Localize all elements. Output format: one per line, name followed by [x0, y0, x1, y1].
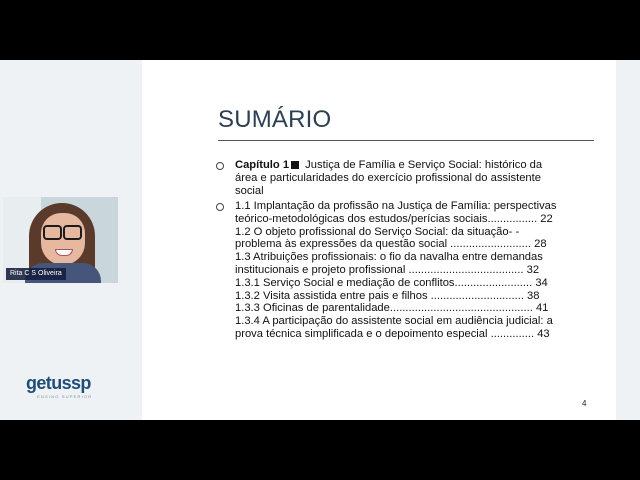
bullet-circle-icon [216, 203, 224, 211]
toc-line: 1.1 Implantação da profissão na Justiça de Família: perspectivas [235, 200, 557, 212]
chapter-title-line: Justiça de Família e Serviço Social: histórico da [302, 159, 543, 171]
toc-line: institucionais e projeto profissional ..................................... 32 [235, 263, 540, 276]
toc-line: 1.2 O objeto profissional do Serviço Social: da situação- - [235, 225, 520, 238]
toc-line: 1.3.4 A participação do assistente social em audiência judicial: a [235, 315, 553, 328]
getussp-logo: getussp [26, 373, 91, 393]
chapter-line [235, 159, 581, 172]
square-bullet-icon [291, 161, 299, 169]
toc-line: 1.3.3 Oficinas de parentalidade.............................................. 41 [235, 302, 549, 315]
logo-tagline: ENSINO SUPERIOR [37, 394, 93, 399]
title-divider [218, 140, 594, 141]
bullet-circle-icon [216, 162, 224, 170]
toc-line: teórico-metodológicas dos estudos/perícias sociais................ 22 [235, 212, 553, 225]
chapter-title-line: social [235, 184, 264, 197]
right-margin [616, 60, 640, 420]
presentation-slide [142, 60, 616, 420]
chapter-label: Capítulo 1 [235, 159, 290, 171]
participant-name-tag: Rita C S Oliveira [6, 268, 66, 280]
toc-line: 1.3.2 Visita assistida entre pais e filhos .............................. 38 [235, 289, 540, 302]
chapter-title-line: área e particularidades do exercício profissional do assistente [235, 171, 541, 184]
participant-webcam[interactable] [3, 197, 118, 283]
video-frame [0, 60, 640, 420]
chapter-entry [235, 159, 581, 197]
toc-line: prova técnica simplificada e o depoimento especial .............. 43 [235, 327, 550, 340]
sections-list [235, 200, 581, 341]
glasses-right [63, 225, 82, 240]
toc-line: 1.3 Atribuições profissionais: o fio da navalha entre demandas [235, 251, 543, 264]
toc-line: 1.3.1 Serviço Social e mediação de conflitos......................... 34 [235, 276, 548, 289]
toc-line: problema às expressões da questão social .......................... 28 [235, 238, 547, 251]
slide-title: SUMÁRIO [218, 106, 332, 133]
slide-page-number: 4 [582, 399, 587, 408]
glasses-left [43, 225, 62, 240]
